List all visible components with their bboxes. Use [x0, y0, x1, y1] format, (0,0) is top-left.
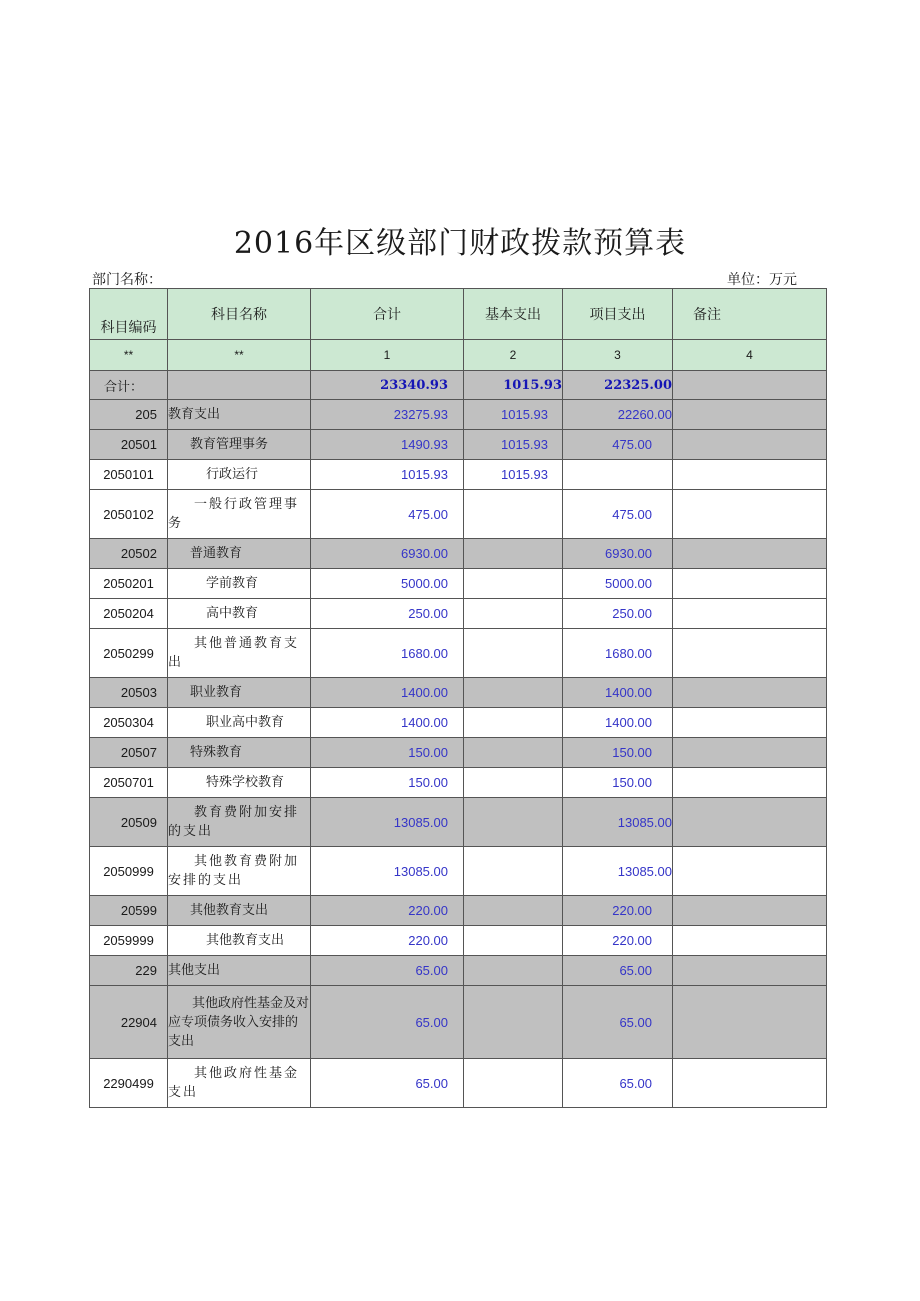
- unit-label: 单位：万元: [727, 272, 797, 288]
- row-project: 150.00: [563, 768, 673, 798]
- row-code: 20501: [90, 430, 168, 460]
- row-project: 13085.00: [563, 847, 673, 896]
- row-total: 23275.93: [311, 400, 464, 430]
- total-name-cell: [168, 371, 311, 400]
- total-sum: 23340.93: [311, 371, 464, 400]
- subheader-cell: 2: [464, 340, 563, 371]
- row-code: 229: [90, 956, 168, 986]
- table-row: [90, 430, 827, 460]
- row-name: 普通教育: [168, 539, 311, 569]
- row-total: 65.00: [311, 986, 464, 1059]
- table-row: [90, 738, 827, 768]
- row-name: 教育支出: [168, 400, 311, 430]
- table-row: [90, 926, 827, 956]
- header-total: 合计: [311, 289, 464, 340]
- header-project: 项目支出: [563, 289, 673, 340]
- row-basic: [464, 738, 563, 768]
- table-row: [90, 847, 827, 896]
- row-basic: 1015.93: [464, 430, 563, 460]
- row-name: 学前教育: [168, 569, 311, 599]
- row-name: 其他教育费附加安排的支出: [168, 847, 311, 896]
- table-row: [90, 1059, 827, 1108]
- table-row: [90, 460, 827, 490]
- row-total: 150.00: [311, 738, 464, 768]
- row-total: 5000.00: [311, 569, 464, 599]
- row-code: 2050999: [90, 847, 168, 896]
- table-row: [90, 708, 827, 738]
- table-row: [90, 678, 827, 708]
- row-name: 特殊教育: [168, 738, 311, 768]
- table-row: [90, 896, 827, 926]
- row-code: 2290499: [90, 1059, 168, 1108]
- row-basic: [464, 599, 563, 629]
- row-total: 1490.93: [311, 430, 464, 460]
- row-code: 20509: [90, 798, 168, 847]
- row-code: 2050201: [90, 569, 168, 599]
- row-project: 220.00: [563, 896, 673, 926]
- department-name-label: 部门名称：: [92, 272, 162, 288]
- row-note: [673, 539, 827, 569]
- row-code: 2059999: [90, 926, 168, 956]
- row-basic: [464, 768, 563, 798]
- budget-table: [89, 288, 827, 1108]
- table-row: [90, 956, 827, 986]
- row-name: 其他政府性基金支出: [168, 1059, 311, 1108]
- header-basic: 基本支出: [464, 289, 563, 340]
- subheader-cell: 4: [673, 340, 827, 371]
- row-note: [673, 847, 827, 896]
- table-row: [90, 986, 827, 1059]
- row-total: 65.00: [311, 956, 464, 986]
- total-note: [673, 371, 827, 400]
- row-basic: [464, 896, 563, 926]
- row-code: 20599: [90, 896, 168, 926]
- subheader-cell: 1: [311, 340, 464, 371]
- row-project: 250.00: [563, 599, 673, 629]
- row-project: 150.00: [563, 738, 673, 768]
- row-project: [563, 460, 673, 490]
- header-name: 科目名称: [168, 289, 311, 340]
- row-basic: [464, 490, 563, 539]
- row-name: 一般行政管理事务: [168, 490, 311, 539]
- row-project: 65.00: [563, 1059, 673, 1108]
- table-row: [90, 798, 827, 847]
- row-code: 205: [90, 400, 168, 430]
- row-basic: [464, 847, 563, 896]
- table-row: [90, 569, 827, 599]
- row-code: 2050204: [90, 599, 168, 629]
- row-project: 220.00: [563, 926, 673, 956]
- header-code: 科目编码: [90, 289, 168, 340]
- table-row: [90, 490, 827, 539]
- row-code: 2050701: [90, 768, 168, 798]
- row-basic: [464, 956, 563, 986]
- subheader-cell: 3: [563, 340, 673, 371]
- row-code: 2050102: [90, 490, 168, 539]
- row-total: 220.00: [311, 896, 464, 926]
- row-project: 475.00: [563, 430, 673, 460]
- row-name: 教育费附加安排的支出: [168, 798, 311, 847]
- row-note: [673, 1059, 827, 1108]
- row-total: 1400.00: [311, 678, 464, 708]
- header-row: [90, 289, 827, 340]
- row-project: 5000.00: [563, 569, 673, 599]
- row-name: 其他教育支出: [168, 926, 311, 956]
- row-basic: [464, 1059, 563, 1108]
- row-name: 其他政府性基金及对应专项债务收入安排的支出: [168, 986, 311, 1059]
- row-code: 22904: [90, 986, 168, 1059]
- table-row: [90, 539, 827, 569]
- row-project: 1400.00: [563, 708, 673, 738]
- row-total: 220.00: [311, 926, 464, 956]
- row-note: [673, 599, 827, 629]
- row-note: [673, 768, 827, 798]
- table-row: [90, 400, 827, 430]
- row-name: 高中教育: [168, 599, 311, 629]
- total-basic: 1015.93: [464, 371, 563, 400]
- row-project: 1400.00: [563, 678, 673, 708]
- total-row: [90, 371, 827, 400]
- row-basic: [464, 629, 563, 678]
- row-total: 13085.00: [311, 798, 464, 847]
- row-project: 13085.00: [563, 798, 673, 847]
- row-basic: 1015.93: [464, 460, 563, 490]
- header-note: 备注: [673, 289, 827, 340]
- row-basic: [464, 986, 563, 1059]
- row-note: [673, 569, 827, 599]
- row-note: [673, 926, 827, 956]
- row-basic: [464, 798, 563, 847]
- row-note: [673, 460, 827, 490]
- row-basic: [464, 926, 563, 956]
- row-note: [673, 986, 827, 1059]
- row-basic: 1015.93: [464, 400, 563, 430]
- row-note: [673, 708, 827, 738]
- row-note: [673, 956, 827, 986]
- row-total: 250.00: [311, 599, 464, 629]
- row-total: 13085.00: [311, 847, 464, 896]
- table-row: [90, 768, 827, 798]
- row-note: [673, 798, 827, 847]
- row-code: 2050299: [90, 629, 168, 678]
- row-name: 教育管理事务: [168, 430, 311, 460]
- subheader-cell: **: [168, 340, 311, 371]
- row-note: [673, 896, 827, 926]
- row-project: 1680.00: [563, 629, 673, 678]
- row-total: 1015.93: [311, 460, 464, 490]
- row-total: 1680.00: [311, 629, 464, 678]
- row-basic: [464, 678, 563, 708]
- row-total: 1400.00: [311, 708, 464, 738]
- total-label: 合计：: [90, 371, 168, 400]
- row-name: 行政运行: [168, 460, 311, 490]
- row-basic: [464, 539, 563, 569]
- row-code: 2050304: [90, 708, 168, 738]
- row-name: 职业教育: [168, 678, 311, 708]
- row-total: 6930.00: [311, 539, 464, 569]
- subheader-row: [90, 340, 827, 371]
- row-project: 6930.00: [563, 539, 673, 569]
- row-note: [673, 629, 827, 678]
- row-note: [673, 678, 827, 708]
- table-row: [90, 629, 827, 678]
- page-title: 2016年区级部门财政拨款预算表: [233, 226, 687, 261]
- row-basic: [464, 708, 563, 738]
- row-total: 65.00: [311, 1059, 464, 1108]
- row-note: [673, 490, 827, 539]
- row-code: 2050101: [90, 460, 168, 490]
- row-name: 其他支出: [168, 956, 311, 986]
- row-code: 20507: [90, 738, 168, 768]
- row-project: 22260.00: [563, 400, 673, 430]
- row-name: 其他普通教育支出: [168, 629, 311, 678]
- row-project: 65.00: [563, 956, 673, 986]
- row-basic: [464, 569, 563, 599]
- total-project: 22325.00: [563, 371, 673, 400]
- subheader-cell: **: [90, 340, 168, 371]
- row-name: 其他教育支出: [168, 896, 311, 926]
- row-total: 150.00: [311, 768, 464, 798]
- row-code: 20502: [90, 539, 168, 569]
- row-project: 65.00: [563, 986, 673, 1059]
- row-note: [673, 400, 827, 430]
- row-note: [673, 738, 827, 768]
- row-project: 475.00: [563, 490, 673, 539]
- table-row: [90, 599, 827, 629]
- row-name: 特殊学校教育: [168, 768, 311, 798]
- row-name: 职业高中教育: [168, 708, 311, 738]
- row-note: [673, 430, 827, 460]
- row-total: 475.00: [311, 490, 464, 539]
- row-code: 20503: [90, 678, 168, 708]
